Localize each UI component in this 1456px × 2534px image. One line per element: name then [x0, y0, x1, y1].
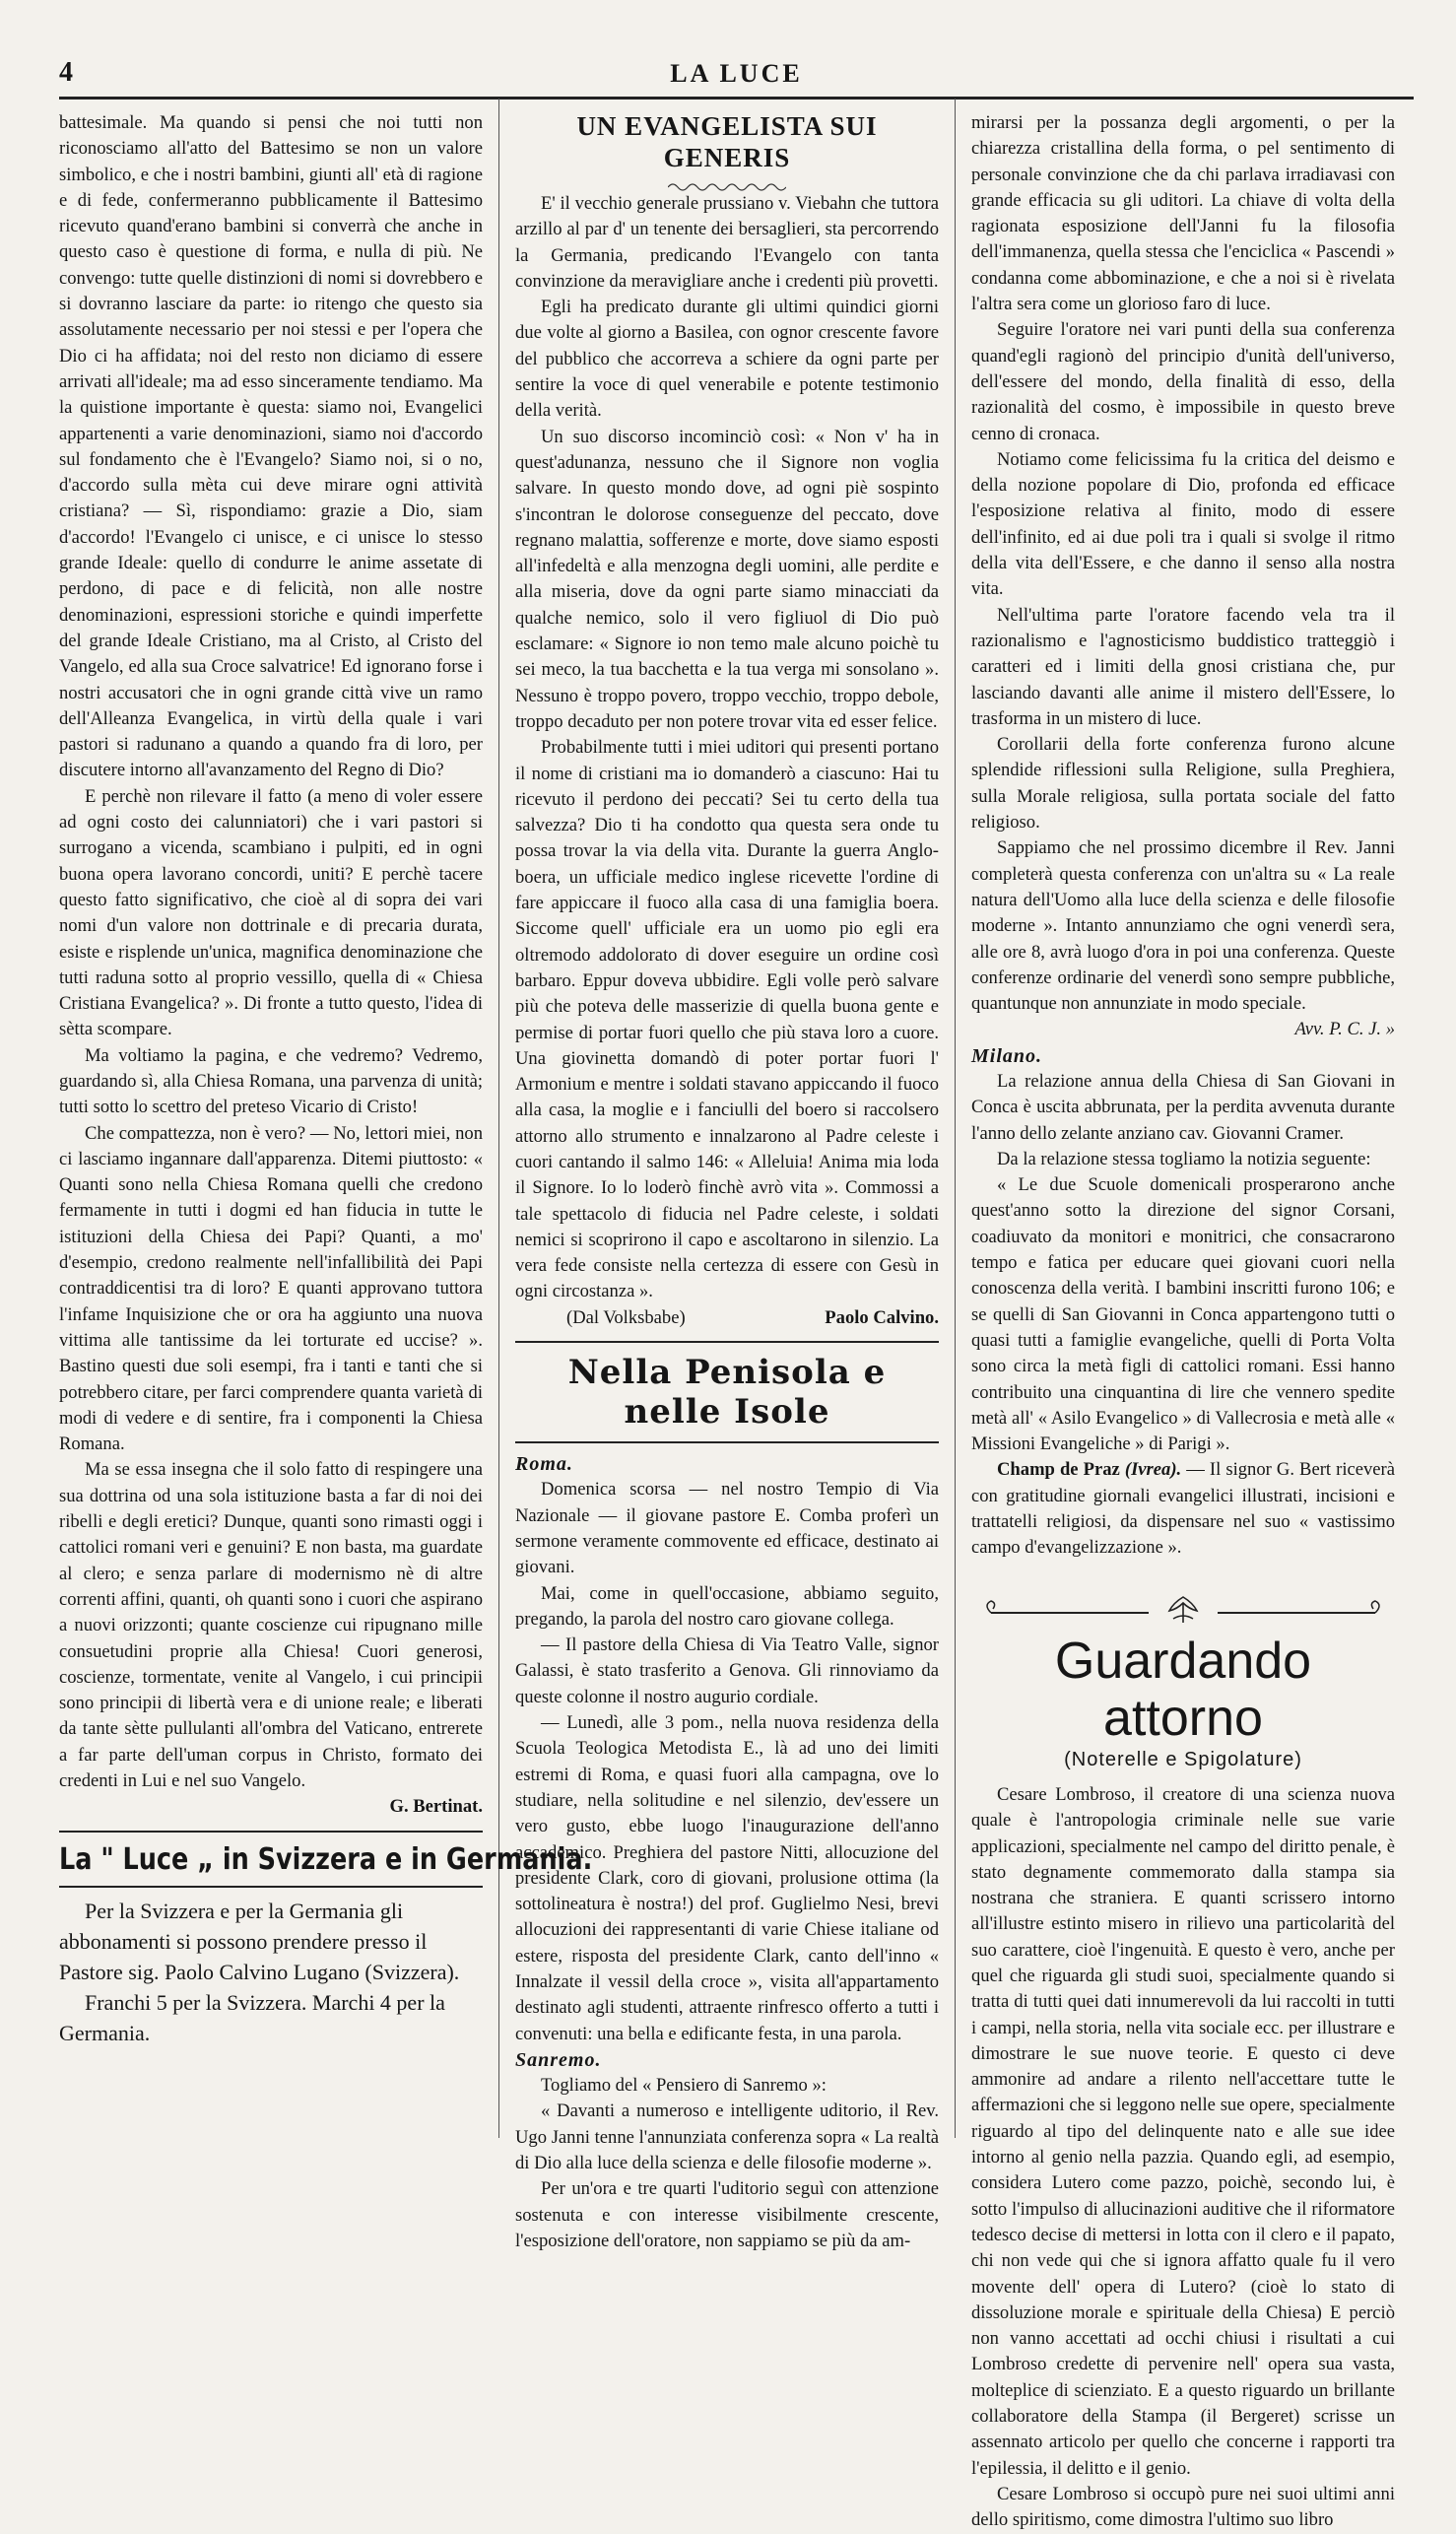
section-rule	[59, 1831, 483, 1833]
news-paragraph: Notiamo come felicissima fu la critica del deismo e della nozione popolare di Dio, profonda ed efficace l'esposizione relativa al finito, modo di essere dell'infinito, ed ai due poli tra i quali si svolge il ritmo della vita dell'Essere, e che danno il senso alla nostra vita.	[971, 448, 1395, 600]
article-paragraph: Che compattezza, non è vero? — No, lettori miei, non ci lasciamo ingannare dall'apparenza. Ditemi piuttosto: « Quanti sono nella Chiesa Romana quelli che credono fermamente in tutti i dogmi ed han fiducia in tutte le istituzioni della Chiesa dei Papi? Quanti, a mo' d'esempio, credono realmente nell'infallibilità dei Papi contraddicentisi tra di loro? E quanti approvano tuttora l'infame Inquisizione che or ora ha aggiunto una nuova vittima alle tantissime da lei torturate ed uccise? ». Bastino questi due soli esempi, fra i tanti e tanti che si potrebbero citare, per farci comprendere quanta varietà di modi di vedere e di sentire, fra i componenti la Chiesa Romana.	[59, 1122, 483, 1455]
page-number: 4	[59, 57, 73, 88]
article-paragraph: E perchè non rilevare il fatto (a meno di voler essere ad ogni costo dei calunniatori) che i vari pastori si surrogano a vicenda, scambiano i pulpiti, ed in ogni buona opera lavorano concordi, uniti? E perchè tacere questo fatto significativo, che cioè al di sopra dei vari nomi d'un valore non dottrinale e di precaria durata, esiste e risplende un'unica, magnifica denominazione che tutti raduna sotto al proprio vessillo, quella di « Chiesa Cristiana Evangelica? ». Di fronte a tutto questo, l'idea di sètta scompare.	[59, 785, 483, 1040]
article-title: UN EVANGELISTA SUI GENERIS	[576, 111, 878, 172]
article-paragraph: Ma se essa insegna che il solo fatto di respingere una sua dottrina od una sola istituzione basta a far di noi dei ribelli e degli eretici? Dunque, quanti sono rimasti oggi i cattolici romani veri e genuini? E non basta, ma guardate al clero; e senza parlare di modernismo nè di altre correnti affini, quanti, oh quanti sono i cuori che aspirano a nuovi orizzonti; quante coscienze cui ripugnano mille consuetudini proprie alla Chiesa! Cuori generosi, coscienze, tormentate, venite al Vangelo, i cui principii sono principii di libertà vera e di unione reale; e liberati da tante sètte pullulanti all'ombra del Vaticano, entrerete a far parte dell'uman corpus in Christo, formato dei credenti in Lui e nel suo Vangelo.	[59, 1459, 483, 1791]
news-paragraph: La relazione annua della Chiesa di San Giovani in Conca è uscita abbrunata, per la perdita avvenuta durante l'anno dello zelante anziano cav. Giovanni Cramer.	[971, 1070, 1395, 1144]
article-paragraph: E' il vecchio generale prussiano v. Viebahn che tuttora arzillo al par d' un tenente dei bersaglieri, sta percorrendo la Germania, predicando l'Evangelo con tanta convinzione da meravigliare anche i credenti più provetti.	[515, 193, 939, 292]
article-signature: G. Bertinat.	[389, 1796, 483, 1818]
masthead-title: LA LUCE	[670, 59, 803, 88]
news-paragraph: Domenica scorsa — nel nostro Tempio di Via Nazionale — il giovane pastore E. Comba proferì un sermone veramente commovente ed efficace, destinato ai giovani.	[515, 1479, 939, 1578]
flourish-ornament	[971, 1589, 1395, 1629]
article-paragraph: Un suo discorso incominciò così: « Non v' ha in quest'adunanza, nessuno che il Signore non voglia salvare. In questo mondo dove, ad ogni piè sospinto s'incontran le dolorose conseguenze del peccato, dove regnano malattia, sofferenze e morte, dove siamo esposti all'infedeltà e alla menzogna degli uomini, alle perdite e alla miseria, dove da ogni parte siamo minacciati da qualche nemico, solo il vero figliuol di Dio può esclamare: « Signore io non temo male alcuno poichè tu sei meco, la tua bacchetta e la tua verga mi sonsolano ». Nessuno è troppo povero, troppo vecchio, troppo debole, troppo decaduto per non potere trovar vita ed esser felice.	[515, 426, 939, 732]
news-paragraph	[971, 1457, 1395, 1561]
news-paragraph: Per un'ora e tre quarti l'uditorio seguì con attenzione sostenuta e con interesse visibilmente crescente, l'esposizione dell'oratore, non sappiamo se più da am-	[515, 2178, 939, 2251]
news-paragraph: Da la relazione stessa togliamo la notizia seguente:	[997, 1148, 1371, 1169]
notice-text: Per la Svizzera e per la Germania gli abbonamenti si possono prendere presso il Pastore sig. Paolo Calvino Lugano (Svizzera).	[59, 1898, 460, 1984]
article-signature: Paolo Calvino.	[825, 1306, 939, 1328]
column-divider-1	[498, 99, 499, 2138]
column-1	[59, 110, 593, 2048]
news-paragraph: Mai, come in quell'occasione, abbiamo seguito, pregando, la parola del nostro caro giovane collega.	[515, 1582, 939, 1630]
news-paragraph: mirarsi per la possanza degli argomenti, o per la chiarezza cristallina della forma, o pel sentimento di personale convinzione che da chi parlava irradiavasi con grande efficacia su gli uditori. La chiave di volta della ragionata esposizione dell'Janni fu la filosofia dell'immanenza, quella stessa che l'enciclica « Pascendi » condanna come abbominazione, e che a noi si è rivelata l'altra sera come un glorioso faro di luce.	[971, 112, 1395, 315]
place-name: Champ de Praz	[997, 1459, 1120, 1481]
city-heading: Roma.	[515, 1453, 573, 1476]
section-subtitle: (Noterelle e Spigolature)	[1064, 1748, 1302, 1770]
news-paragraph: « Le due Scuole domenicali prosperarono anche quest'anno sotto la direzione del signor Corsani, coadiuvato da monitori e monitrici, che consacrarono tempo e fatica per educare quei giovani cuori nella conoscenza della verità. I bambini inscritti furono 106; e se quelli di San Giovanni in Conca appartengono tutti o quasi tutti a famiglie evangeliche, quelli di Porta Volta sono circa la metà figli di cattolici romani. Essi hanno contribuito una cinquantina di lire che vennero spedite metà all' « Asilo Evangelico » di Vallecrosia e metà alle « Missioni Evangeliche » di Parigi ».	[971, 1174, 1395, 1455]
article-paragraph: Cesare Lombroso, il creatore di una scienza nuova quale è l'antropologia criminale nelle sue varie applicazioni, specialmente nel campo del diritto penale, è stato degnamente commemorato dalla stampa sia nostrana che straniera. E quanti scrissero intorno all'illustre estinto misero in rilievo una particolarità del suo carattere, cioè l'ingenuità. E questo è vero, anche per quel che riguarda gli studi suoi, specialmente quando si tratta di tutti quei dati innumerevoli da lui raccolti in tutti i campi, nella storia, nella vita sociale ecc. per illustrare e dimostrare le sue nuove teorie. E questo ci deve ammonire ad andare a rilento nell'accettare tutte le affermazioni che si leggono nelle sue opere, specialmente riguardo al tipo del delinquente nato e alle sue idee intorno al genio nella pazzia. Quando egli, ad esempio, considera Lutero come pazzo, poichè, secondo lui, è sotto l'impulso di allucinazioni auditive che il riformatore tedesco decise di mettersi in lotta con il clero e il papato, chi non vede qui che si ignora affatto quale fu il vero movente dell' opera di Lutero? (cioè lo stato di dissoluzione morale e spirituale della Chiesa) E perciò non vanno accettati ad occhi chiusi i risultati a cui Lombroso credette di pervenire nell' opera sua vasta, molteplice di scienziato. E a questo riguardo un brillante collaboratore della Stampa (il Bergeret) scrisse un assennato articolo per quello che concerne i rapporti tra l'epilessia, il delitto e il genio.	[971, 1783, 1395, 2479]
column-divider-2	[955, 99, 956, 2138]
section-rule	[515, 1441, 939, 1443]
notice-text: Franchi 5 per la Svizzera. Marchi 4 per la Germania.	[59, 1989, 445, 2045]
article-paragraph: Egli ha predicato durante gli ultimi quindici giorni due volte al giorno a Basilea, con ognor crescente favore del pubblico che accorreva a schiere da ogni parte per sentire la voce di quel venerabile e potente testimonio della verità.	[515, 297, 939, 422]
page-header	[59, 57, 1414, 100]
squiggle-ornament	[515, 175, 939, 191]
notice-title: La " Luce „ in Svizzera e in Germania.	[59, 1841, 593, 1877]
article-paragraph: Probabilmente tutti i miei uditori qui presenti portano il nome di cristiani ma io domanderò a ciascuno: Hai tu ricevuto il perdono dei peccati? Sei tu certo della tua salvezza? Dio ti ha condotto qua questa sera onde tu possa trovar la via della vita. Durante la guerra Anglo-boera, un ufficiale medico inglese ricevette l'ordine di fare appiccare il fuoco alla casa di una famiglia boera. Siccome quell' ufficiale era un uomo pio egli era oltremodo addolorato di dover eseguire un ordine così barbaro. Eppur doveva ubbidire. Egli volle però salvare più che poteva delle masserizie di quella buona gente e permise di portar fuori quello che più stava loro a cuore. Una giovinetta domandò di poter portar fuori l' Armonium e mentre i soldati stavano appiccando il fuoco alla casa, la moglie e i fanciulli del boero si raccolsero attorno allo strumento e innalzarono al Padre celeste i cuori cantando il salmo 146: « Alleluia! Anima mia loda il Signore. Io lo loderò finchè avrò vita ». Commossi a tale spettacolo di fiducia nel Padre celeste, i soldati nemici si scoprirono il capo e ascoltarono in silenzio. La vera fede consiste nella certezza di essere con Gesù in ogni circostanza ».	[515, 737, 939, 1302]
place-province: (Ivrea).	[1124, 1459, 1182, 1481]
article-source-line	[515, 1305, 939, 1331]
section-title: Nella Penisola e nelle Isole	[567, 1353, 887, 1433]
news-paragraph: — Il pastore della Chiesa di Via Teatro Valle, signor Galassi, è stato trasferito a Genova. Gli rinnoviamo da queste colonne il nostro augurio cordiale.	[515, 1634, 939, 1707]
place-text: — Il signor G. Bert riceverà con gratitudine giornali evangelici illustrati, incisioni e trattatelli religiosi, da dispensare nel suo « vastissimo campo d'evangelizzazione ».	[971, 1459, 1395, 1559]
news-paragraph: Sappiamo che nel prossimo dicembre il Rev. Janni completerà questa conferenza con un'altra su « La reale natura dell'Uomo alla luce della scienza e delle filosofie moderne ». Intanto annunziamo che ogni venerdì sera, alle ore 8, avrà luogo d'ora in poi una conferenza. Queste conferenze ordinarie del venerdì sono sempre pubbliche, quantunque non annunziate in modo speciale.	[971, 837, 1395, 1015]
section-title: Guardando attorno	[1054, 1632, 1312, 1747]
header-rule	[59, 97, 1414, 100]
section-rule	[59, 1886, 483, 1888]
article-paragraph: Cesare Lombroso si occupò pure nei suoi ultimi anni dello spiritismo, come dimostra l'ultimo suo libro	[971, 2483, 1395, 2531]
section-rule	[515, 1341, 939, 1343]
source-note: (Dal Volksbabe)	[566, 1306, 686, 1328]
column-3	[971, 110, 1395, 2534]
city-heading: Milano.	[971, 1044, 1043, 1067]
article-signature: Avv. P. C. J. »	[1294, 1019, 1395, 1040]
column-2	[515, 110, 939, 2254]
news-paragraph: Seguire l'oratore nei vari punti della sua conferenza quand'egli ragionò del principio d'unità dell'universo, dell'essere del mondo, della finalità di esso, della razionalità del cosmo, è impossibile in questo breve cenno di cronaca.	[971, 319, 1395, 444]
city-heading: Sanremo.	[515, 2048, 602, 2071]
news-paragraph: « Davanti a numeroso e intelligente uditorio, il Rev. Ugo Janni tenne l'annunziata conferenza sopra « La realtà di Dio alla luce della scienza e delle filosofie moderne ».	[515, 2101, 939, 2174]
article-paragraph: Ma voltiamo la pagina, e che vedremo? Vedremo, guardando sì, alla Chiesa Romana, una parvenza di unità; tutti sotto lo scettro del preteso Vicario di Cristo!	[59, 1044, 483, 1118]
news-paragraph: — Lunedì, alle 3 pom., nella nuova residenza della Scuola Teologica Metodista E., là ad uno dei limiti estremi di Roma, e quasi fuori alla campagna, ove lo studiare, nella solitudine e nel silenzio, dev'essere un vero gusto, ebbe luogo l'inaugurazione dell'anno accademico. Preghiera del pastore Nitti, allocuzione del presidente Clark, coro di giovani, prolusione ottima (la sottolineatura è nostra!) del prof. Guglielmo Nesi, brevi allocuzioni dei rappresentanti di varie Chiese italiane od estere, risposta del presidente Clark, canto dell'inno « Innalzate il vessil della croce », visita all'appartamento destinato agli studenti, attraente rinfresco offerto a tutti i convenuti: una bella e edificante festa, in una parola.	[515, 1712, 939, 2044]
news-paragraph: Togliamo del « Pensiero di Sanremo »:	[541, 2075, 827, 2097]
article-paragraph: battesimale. Ma quando si pensi che noi tutti non riconosciamo all'atto del Battesimo se non un valore simbolico, e che i nostri bambini, giunti all' età di ragione e di fede, confermeranno pubblicamente il Battesimo ricevuto quand'erano bambini si converrà che anche in questo caso è questione di forma, e nulla di più. Ne convengo: tutte quelle distinzioni di nomi si dovrebbero e si dovranno lasciare da parte: io ritengo che questo sia assolutamente necessario per noi stessi e per l'opera che Dio ci ha affidata; noi del resto non diciamo di essere arrivati all'ideale; ma ad esso sinceramente tendiamo. Ma la quistione importante è questa: siamo noi, Evangelici appartenenti a varie denominazioni, siamo noi d'accordo sul fondamento che è l'Evangelo? Siamo noi, si o no, d'accordo sulla mèta cui deve mirare ogni attività cristiana? — Sì, rispondiamo: grazie a Dio, siam d'accordo! l'Evangelo ci unisce, e ci unisce lo stesso grande Ideale: quello di condurre le anime assetate di perdono, di pace e di felicità, non alle nostre denominazioni, espressioni storiche e quindi imperfette del grande Ideale Cristiano, ma al Cristo, al Cristo del Vangelo, ed alla sua Croce salvatrice! Ed ignorano forse i nostri accusatori che in ogni grande città vive un ramo dell'Alleanza Evangelica, in virtù della quale i vari pastori si radunano a quando a quando fra di loro, per discutere intorno all'avanzamento del Regno di Dio?	[59, 112, 483, 781]
news-paragraph: Corollarii della forte conferenza furono alcune splendide riflessioni sulla Religione, sulla Preghiera, sulla Morale religiosa, sulla portata sociale del fatto religioso.	[971, 734, 1395, 834]
news-paragraph: Nell'ultima parte l'oratore facendo vela tra il razionalismo e l'agnosticismo buddistico tratteggiò i caratteri ed i limiti della gnosi cristiana che, pur lasciando davanti alle anime il mistero dell'Essere, lo trasforma in un mistero di luce.	[971, 604, 1395, 729]
